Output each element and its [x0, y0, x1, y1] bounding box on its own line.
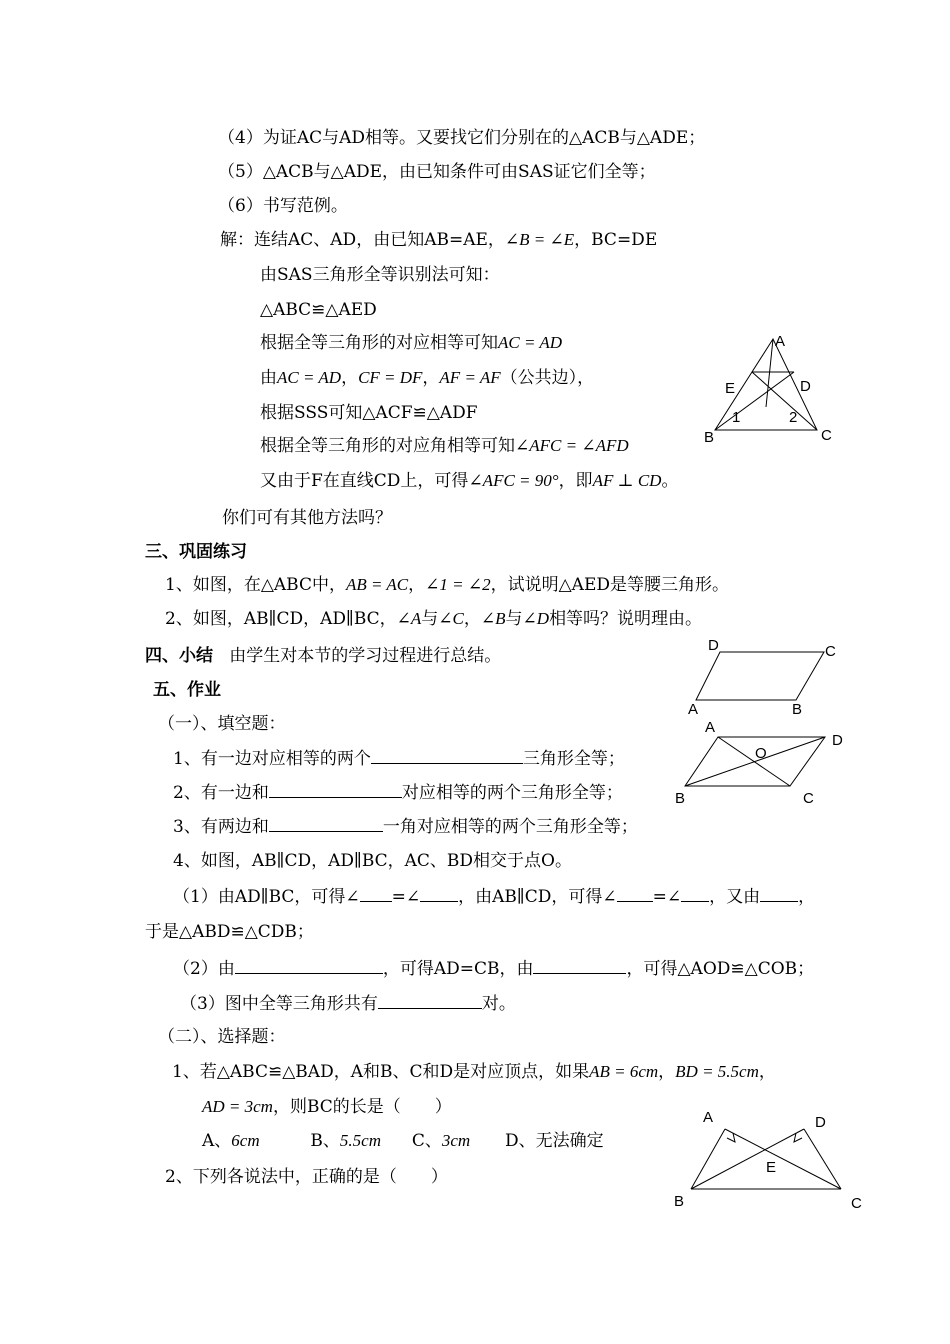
option-c[interactable] [412, 1131, 470, 1151]
formula: ∠1 = ∠2 [425, 575, 491, 594]
option-a[interactable] [202, 1131, 260, 1151]
fill-in-heading: （一）、填空题： [158, 714, 286, 734]
formula-angle-b-e: ∠B = ∠E [504, 230, 575, 249]
formula: ∠D [522, 609, 550, 628]
step-5: （5）△ACB与△ADE，由已知条件可由SAS证它们全等； [218, 162, 656, 182]
question-text: ，可得AD=CB，由 [382, 959, 534, 979]
label-d: D [815, 1114, 826, 1131]
question-text: （3）图中全等三角形共有 [180, 994, 378, 1014]
segment-cd [804, 1129, 841, 1189]
formula: CF = DF [358, 368, 423, 387]
practice-text: 相等吗？说明理由。 [549, 609, 703, 629]
label-d: D [800, 378, 811, 395]
choice-1-options [202, 1130, 604, 1152]
option-value: 6cm [231, 1131, 260, 1150]
fill-in-3 [173, 815, 638, 838]
option-value: 3cm [441, 1131, 471, 1150]
figure-parallelogram-abcd [680, 636, 860, 721]
choice-2: 2、下列各说法中，正确的是（ ） [165, 1167, 448, 1187]
solution-text: ， [422, 368, 440, 388]
label-o: O [755, 745, 767, 762]
question-text: 对应相等的两个三角形全等； [401, 783, 623, 803]
question-text: （1）由AD∥BC，可得∠ [173, 887, 360, 907]
formula-ac-ad: AC = AD [498, 333, 563, 352]
summary-line [145, 645, 501, 667]
label-b: B [674, 1193, 685, 1210]
solution-text: （公共边）， [500, 368, 595, 388]
question-text: ， [758, 1062, 776, 1082]
choice-1-cont [202, 1096, 452, 1118]
formula: ∠A [396, 609, 422, 628]
fill-in-1 [173, 747, 625, 770]
question-text: （2）由 [173, 959, 235, 979]
fill-in-4-part-1 [173, 885, 815, 908]
formula: AC = AD [277, 368, 342, 387]
fill-in-4-part-3 [180, 992, 516, 1015]
label-1: 1 [732, 409, 741, 426]
answer-blank[interactable] [360, 885, 392, 902]
solution-line-3: △ABC≌△AED [260, 300, 377, 320]
practice-text: ， [463, 609, 481, 629]
fill-in-4-part-1-cont: 于是△ABD≌△CDB； [145, 922, 314, 942]
practice-2 [165, 608, 702, 630]
question-text: ， [658, 1062, 676, 1082]
segment-ac [725, 1129, 841, 1189]
fill-in-2 [173, 781, 623, 804]
question-text: 对。 [481, 994, 516, 1014]
solution-line-7 [260, 435, 629, 457]
right-angle-mark-d [794, 1133, 802, 1142]
section-heading-homework: 五、作业 [153, 680, 221, 700]
summary-text: 由学生对本节的学习过程进行总结。 [229, 646, 502, 666]
right-angle-mark-a [727, 1133, 735, 1142]
question-text: 2、有一边和 [173, 783, 269, 803]
formula: BD = 5.5cm [675, 1062, 759, 1081]
solution-text: 根据全等三角形的对应相等可知 [260, 333, 498, 353]
option-label: C、 [411, 1131, 442, 1151]
formula: ∠AFC = ∠AFD [515, 436, 629, 455]
solution-text: ，BC=DE [574, 230, 658, 250]
fill-in-4: 4、如图，AB∥CD，AD∥BC，AC、BD相交于点O。 [173, 851, 572, 871]
practice-text: 与 [505, 609, 523, 629]
option-d[interactable]: D、无法确定 [504, 1131, 604, 1151]
answer-blank[interactable] [533, 957, 626, 974]
label-b: B [704, 429, 715, 446]
option-label: A、 [202, 1131, 232, 1151]
answer-blank[interactable] [378, 992, 482, 1009]
option-value: 5.5cm [339, 1131, 381, 1150]
answer-blank[interactable] [269, 815, 383, 832]
formula: AB = AC [345, 575, 409, 594]
question-text: ，则BC的长是（ ） [272, 1097, 452, 1117]
label-c: C [825, 643, 836, 660]
step-4: （4）为证AC与AD相等。又要找它们分别在的△ACB与△ADE； [218, 128, 706, 148]
other-methods-question: 你们可有其他方法吗？ [222, 508, 392, 528]
label-a: A [703, 1109, 714, 1126]
solution-text: 根据全等三角形的对应角相等可知 [260, 436, 515, 456]
figure-triangle-aed [690, 325, 850, 455]
figure-parallelogram-diagonals [670, 712, 860, 812]
section-heading-summary: 四、小结 [145, 646, 213, 666]
label-c: C [821, 427, 832, 444]
label-c: C [803, 790, 814, 807]
solution-text: 解：连结AC、AD，由已知AB=AE， [220, 230, 505, 250]
section-heading-practice: 三、巩固练习 [145, 542, 247, 562]
question-text: 3、有两边和 [173, 817, 269, 837]
label-b: B [675, 790, 686, 807]
solution-line-1 [220, 229, 657, 251]
answer-blank[interactable] [269, 781, 402, 798]
question-text: =∠ [652, 887, 682, 907]
answer-blank[interactable] [617, 885, 653, 902]
formula: AD = 3cm [202, 1097, 273, 1116]
answer-blank[interactable] [235, 957, 383, 974]
label-a: A [705, 719, 716, 736]
choice-heading: （二）、选择题： [158, 1027, 286, 1047]
solution-line-8 [260, 470, 678, 492]
question-text: 一角对应相等的两个三角形全等； [382, 817, 638, 837]
answer-blank[interactable] [420, 885, 458, 902]
solution-line-4 [260, 332, 562, 354]
practice-text: ， [408, 575, 426, 595]
label-e: E [725, 380, 736, 397]
formula: AF ⊥ CD [592, 471, 662, 490]
practice-text: ，试说明△AED是等腰三角形。 [490, 575, 729, 595]
label-a: A [775, 333, 786, 350]
formula: AB = 6cm [589, 1062, 659, 1081]
answer-blank[interactable] [371, 747, 523, 764]
question-text: =∠ [391, 887, 421, 907]
question-text: 1、有一边对应相等的两个 [173, 749, 371, 769]
solution-text: ， [341, 368, 359, 388]
label-d: D [708, 637, 719, 654]
question-text: ， [798, 887, 816, 907]
solution-text: 又由于F在直线CD上，可得 [260, 471, 469, 491]
formula: ∠AFC = 90° [468, 471, 559, 490]
practice-text: 与 [421, 609, 439, 629]
choice-1 [172, 1061, 776, 1083]
solution-text: 由 [260, 368, 277, 388]
solution-text: 。 [661, 471, 679, 491]
question-text: ，又由 [709, 887, 761, 907]
formula: AF = AF [439, 368, 501, 387]
formula: ∠B [480, 609, 506, 628]
question-text: 1、若△ABC≌△BAD，A和B、C和D是对应顶点，如果 [172, 1062, 590, 1082]
label-a: A [688, 701, 699, 718]
option-label: B、 [310, 1131, 340, 1151]
option-b[interactable] [310, 1131, 381, 1151]
step-6: （6）书写范例。 [218, 196, 348, 216]
formula: ∠C [438, 609, 464, 628]
label-c: C [851, 1195, 862, 1212]
solution-line-5 [260, 367, 594, 389]
label-b: B [792, 701, 803, 718]
figure-crossed-right-triangles [665, 1100, 875, 1215]
label-e: E [766, 1159, 777, 1176]
label-2: 2 [789, 409, 798, 426]
practice-text: 1、如图，在△ABC中， [165, 575, 346, 595]
question-text: ，可得△AOD≌△COB； [626, 959, 815, 979]
parallelogram [696, 652, 824, 700]
label-d: D [832, 732, 843, 749]
question-text: ，由AB∥CD，可得∠ [458, 887, 617, 907]
practice-1 [165, 574, 729, 596]
fill-in-4-part-2 [173, 957, 814, 980]
question-text: 三角形全等； [522, 749, 625, 769]
solution-line-2: 由SAS三角形全等识别法可知： [260, 265, 500, 285]
practice-text: 2、如图，AB∥CD，AD∥BC， [165, 609, 397, 629]
solution-text: ，即 [558, 471, 593, 491]
answer-blank[interactable] [681, 885, 709, 902]
solution-line-6: 根据SSS可知△ACF≌△ADF [260, 403, 478, 423]
answer-blank[interactable] [760, 885, 798, 902]
